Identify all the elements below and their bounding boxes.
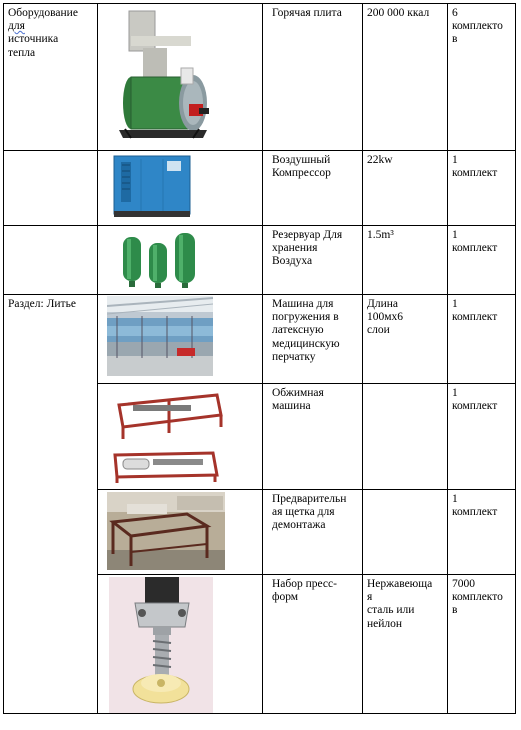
equipment-name-text: Машина для погружения в латексную медицинскую перчатку — [272, 298, 340, 363]
equipment-name-text: Набор пресс- форм — [272, 578, 337, 604]
air-compressor-photo — [111, 153, 193, 221]
equipment-spec-text: 1.5m³ — [367, 229, 394, 241]
equipment-qty — [448, 575, 515, 621]
crimping-machine-photo — [109, 387, 227, 485]
equipment-spec — [363, 295, 447, 341]
equipment-name-text: Горячая плита — [272, 7, 342, 19]
equipment-qty — [448, 226, 515, 258]
equipment-qty-text: 1 комплект — [452, 298, 498, 324]
section-label-line: Оборудование — [8, 7, 78, 19]
equipment-name-text: Обжимная машина — [272, 387, 324, 413]
equipment-spec-text: 22kw — [367, 154, 393, 166]
equipment-name — [268, 226, 362, 272]
equipment-qty — [448, 4, 515, 50]
section-label-heat-source — [4, 4, 97, 63]
equipment-name — [268, 384, 362, 416]
equipment-spec — [363, 384, 447, 390]
column-divider — [262, 3, 263, 714]
table-border-right — [515, 3, 516, 714]
equipment-qty — [448, 151, 515, 183]
equipment-name — [268, 295, 362, 367]
table-border-left — [3, 3, 4, 714]
equipment-name — [268, 575, 362, 607]
equipment-name — [268, 490, 362, 536]
section-label-line: источника тепла — [8, 33, 59, 59]
equipment-table — [3, 3, 516, 714]
air-tanks-photo — [119, 229, 201, 291]
equipment-qty-text: 1 комплект — [452, 493, 498, 519]
equipment-name — [268, 151, 362, 183]
brush-frame-photo — [107, 492, 225, 570]
equipment-spec-text: Нержавеюща я сталь или нейлон — [367, 578, 433, 630]
column-divider — [97, 3, 98, 714]
equipment-qty-text: 6 комплекто в — [452, 7, 503, 46]
equipment-spec-text: Длина 100мх6 слои — [367, 298, 404, 337]
equipment-spec — [363, 490, 447, 496]
equipment-spec — [363, 151, 447, 170]
equipment-name-text: Предварительн ая щетка для демонтажа — [272, 493, 347, 532]
equipment-qty — [448, 295, 515, 327]
equipment-spec-text: 200 000 ккал — [367, 7, 430, 19]
equipment-name — [268, 4, 362, 23]
equipment-qty — [448, 490, 515, 522]
equipment-qty-text: 7000 комплекто в — [452, 578, 503, 617]
equipment-qty-text: 1 комплект — [452, 229, 498, 255]
table-border-bottom — [3, 713, 516, 714]
section-label-line: для — [8, 20, 25, 33]
equipment-spec — [363, 226, 447, 245]
equipment-qty — [448, 384, 515, 416]
section-label-casting — [4, 295, 97, 314]
equipment-spec — [363, 4, 447, 23]
boiler-burner-photo — [111, 8, 215, 145]
equipment-qty-text: 1 комплект — [452, 387, 498, 413]
section-label-line: Раздел: Литье — [8, 298, 76, 310]
dipping-line-photo — [107, 296, 213, 376]
equipment-name-text: Воздушный Компрессор — [272, 154, 331, 180]
glove-former-photo — [109, 577, 213, 713]
equipment-spec — [363, 575, 447, 634]
equipment-name-text: Резервуар Для хранения Воздуха — [272, 229, 343, 268]
equipment-qty-text: 1 комплект — [452, 154, 498, 180]
